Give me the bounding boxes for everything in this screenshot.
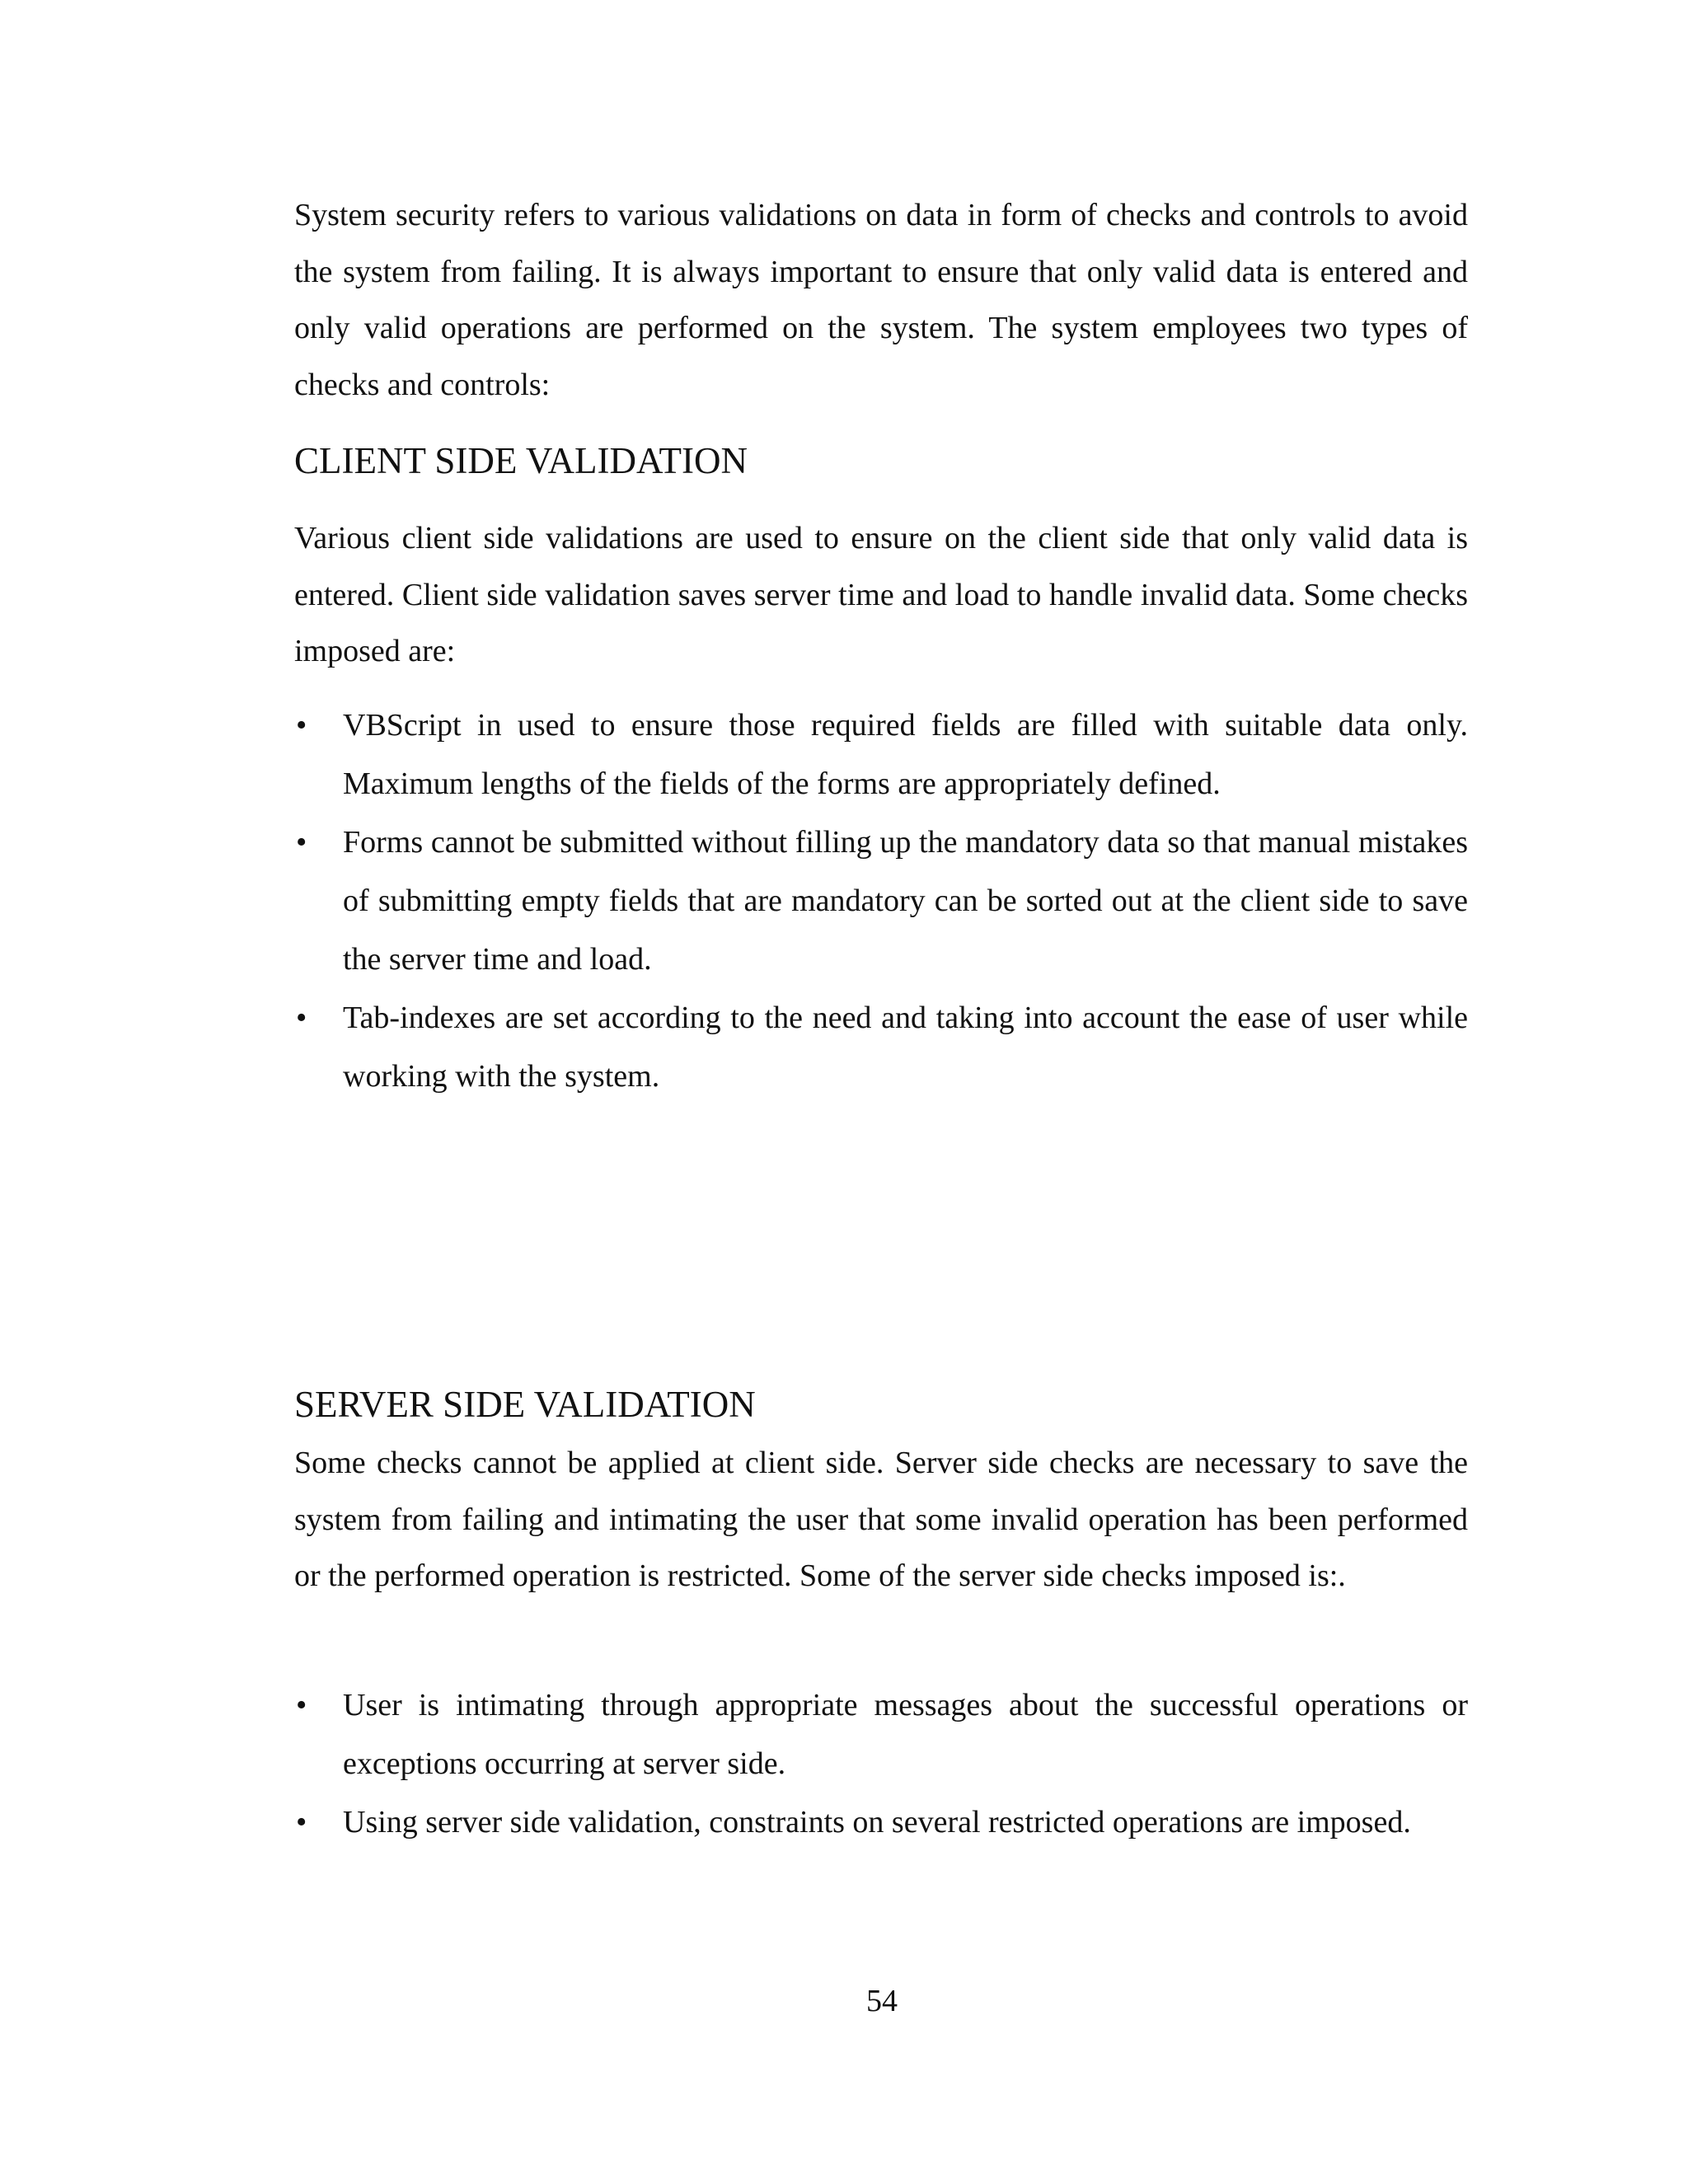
client-side-bullet-item [294, 696, 1468, 813]
server-side-bullet-item [294, 1676, 1468, 1793]
server-side-bullet-list [294, 1676, 1468, 1852]
client-side-bullet-item [294, 813, 1468, 989]
bullet-text: User is intimating through appropriate messages about the successful operations or exceptions occurring at server side. [343, 1688, 1468, 1781]
bullet-text: VBScript in used to ensure those required fields are filled with suitable data only. Maximum lengths of the fields of the forms are appropriately defined. [343, 708, 1468, 801]
bullet-text: Tab-indexes are set according to the need and taking into account the ease of user while working with the system. [343, 1001, 1468, 1094]
client-side-bullet-item [294, 989, 1468, 1106]
client-side-bullet-list [294, 696, 1468, 1106]
page-number: 54 [866, 1984, 898, 2018]
intro-paragraph: System security refers to various validations on data in form of checks and controls to avoid the system from failing. It is always important to ensure that only valid data is entered and only valid operations are performed on the system. The system employees two types of checks and controls: [294, 198, 1468, 402]
bullet-text: Forms cannot be submitted without filling up the mandatory data so that manual mistakes of submitting empty fields that are mandatory can be sorted out at the client side to save the server time and load. [343, 825, 1468, 977]
bullet-icon: • [296, 1001, 307, 1035]
client-side-intro-paragraph: Various client side validations are used to ensure on the client side that only valid data is entered. Client side validation saves server time and load to handle invalid data. Some checks imposed are: [294, 521, 1468, 668]
server-side-bullet-item [294, 1793, 1468, 1852]
bullet-icon: • [296, 708, 307, 743]
bullet-text: Using server side validation, constraints on several restricted operations are imposed. [343, 1805, 1411, 1840]
server-side-intro-paragraph: Some checks cannot be applied at client side. Server side checks are necessary to save the system from failing and intimating the user that some invalid operation has been performed or the performed operation is restricted. Some of the server side checks imposed is:. [294, 1446, 1468, 1593]
server-side-heading: SERVER SIDE VALIDATION [294, 1384, 756, 1425]
client-side-heading: CLIENT SIDE VALIDATION [294, 440, 748, 481]
bullet-icon: • [296, 1688, 307, 1722]
bullet-icon: • [296, 825, 307, 860]
bullet-icon: • [296, 1805, 307, 1840]
